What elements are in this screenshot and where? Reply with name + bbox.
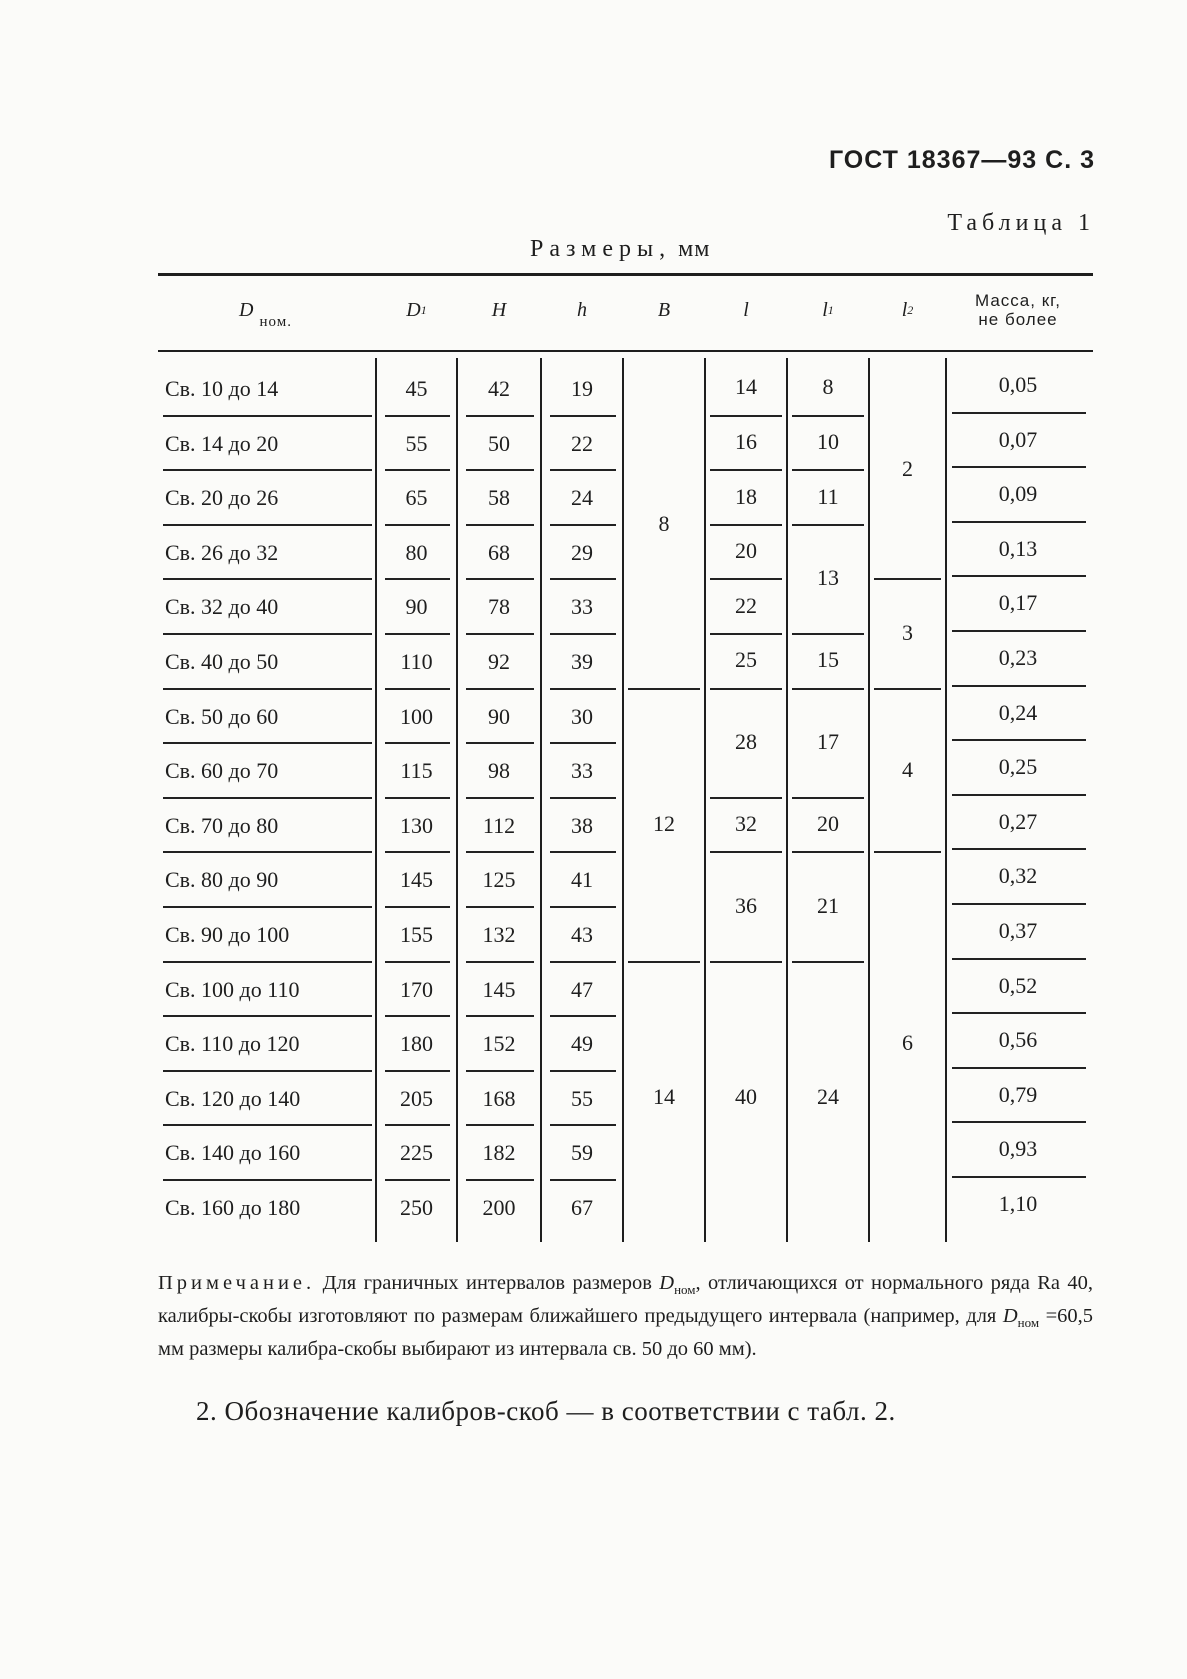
row-underline <box>466 906 534 908</box>
cell-d1: 100 <box>400 703 433 729</box>
row-range: Св. 160 до 180 <box>165 1195 301 1220</box>
row-underline <box>466 1015 534 1017</box>
cell-h: 33 <box>571 594 593 620</box>
row-underline <box>466 742 534 744</box>
row-underline <box>385 742 450 744</box>
cell-h: 145 <box>482 976 516 1002</box>
group-l1-value: 15 <box>817 647 839 673</box>
group-l2-separator <box>874 851 941 853</box>
row-range: Св. 140 до 160 <box>165 1140 301 1166</box>
row-underline <box>550 578 616 580</box>
group-l-separator <box>710 688 782 690</box>
group-l2-separator <box>874 688 941 690</box>
row-underline <box>385 524 450 526</box>
col-header-d: D <box>239 298 254 321</box>
row-underline <box>550 633 616 635</box>
cell-d1: 80 <box>405 539 428 565</box>
cell-h: 39 <box>571 649 593 674</box>
column-separator <box>868 358 870 1242</box>
group-l-separator <box>710 469 782 471</box>
cell-d1: 45 <box>405 376 428 401</box>
row-underline <box>466 578 534 580</box>
cell-mass: 0,23 <box>998 645 1038 670</box>
cell-mass: 0,27 <box>998 808 1038 834</box>
row-range: Св. 110 до 120 <box>165 1031 300 1057</box>
cell-d1: 180 <box>400 1031 433 1057</box>
row-underline <box>952 958 1086 960</box>
group-l-separator <box>710 851 782 853</box>
row-underline <box>385 961 450 963</box>
cell-h: 30 <box>571 703 593 729</box>
cell-h: 90 <box>488 703 510 729</box>
group-l1-separator <box>792 415 864 417</box>
cell-h: 49 <box>571 1031 593 1057</box>
group-l-value: 28 <box>735 729 757 755</box>
row-underline <box>952 630 1086 632</box>
cell-mass: 0,93 <box>998 1136 1038 1162</box>
row-underline <box>466 961 534 963</box>
group-l-separator <box>710 797 782 799</box>
col-header-l: l <box>743 298 749 321</box>
group-l-value: 14 <box>735 374 757 400</box>
table-header-rule <box>158 350 1093 352</box>
row-underline <box>163 797 372 799</box>
row-underline <box>385 1124 450 1126</box>
group-l2-value: 6 <box>902 1029 913 1055</box>
table-note <box>158 1270 1093 1362</box>
note-text-1: Для граничных интервалов размеров <box>322 1272 660 1294</box>
cell-h: 182 <box>482 1140 516 1166</box>
group-l1-separator <box>792 688 864 690</box>
cell-mass: 1,10 <box>998 1191 1038 1216</box>
group-l-value: 32 <box>735 811 757 837</box>
group-l-separator <box>710 961 782 963</box>
group-l1-separator <box>792 524 864 526</box>
row-range: Св. 20 до 26 <box>165 485 279 511</box>
units-caption <box>530 236 710 263</box>
group-b-separator <box>628 961 700 963</box>
row-underline <box>550 524 616 526</box>
row-underline <box>466 688 534 690</box>
group-l-separator <box>710 578 782 580</box>
row-underline <box>385 1179 450 1181</box>
cell-h: 112 <box>482 812 516 838</box>
group-b-value: 12 <box>653 811 675 837</box>
row-underline <box>163 578 372 580</box>
cell-d1: 55 <box>405 430 428 456</box>
row-underline <box>550 851 616 853</box>
cell-h: 43 <box>571 922 593 947</box>
group-l-separator <box>710 524 782 526</box>
cell-mass: 0,13 <box>998 535 1038 561</box>
cell-h: 200 <box>482 1195 516 1220</box>
group-l1-value: 13 <box>817 565 839 591</box>
units-abbr: мм <box>678 236 711 262</box>
cell-h: 59 <box>571 1140 593 1166</box>
row-underline <box>952 685 1086 687</box>
col-header-H: H <box>491 298 507 321</box>
group-l-value: 16 <box>735 428 757 454</box>
row-underline <box>952 1121 1086 1123</box>
group-l1-value: 20 <box>817 811 839 837</box>
row-underline <box>550 1015 616 1017</box>
column-separator <box>945 358 947 1242</box>
col-header-mass-line2: не более <box>978 310 1058 329</box>
row-underline <box>466 524 534 526</box>
group-l-value: 25 <box>735 647 757 673</box>
group-l1-separator <box>792 633 864 635</box>
cell-h: 19 <box>571 376 593 401</box>
row-range: Св. 26 до 32 <box>165 539 279 565</box>
row-underline <box>952 794 1086 796</box>
cell-d1: 225 <box>400 1140 433 1166</box>
row-underline <box>163 1124 372 1126</box>
group-l2-separator <box>874 578 941 580</box>
row-underline <box>952 1012 1086 1014</box>
group-l-value: 36 <box>735 893 757 918</box>
row-underline <box>952 521 1086 523</box>
cell-h: 22 <box>571 430 593 456</box>
group-l2-value: 2 <box>902 456 913 482</box>
row-underline <box>385 851 450 853</box>
row-underline <box>163 688 372 690</box>
group-l-value: 18 <box>735 483 757 509</box>
row-underline <box>385 469 450 471</box>
row-range: Св. 10 до 14 <box>165 376 279 401</box>
row-range: Св. 40 до 50 <box>165 649 279 674</box>
row-underline <box>163 1179 372 1181</box>
row-underline <box>163 415 372 417</box>
row-underline <box>163 1070 372 1072</box>
row-range: Св. 80 до 90 <box>165 867 279 893</box>
group-l1-separator <box>792 469 864 471</box>
group-l-value: 20 <box>735 538 757 564</box>
group-b-separator <box>628 688 700 690</box>
row-underline <box>385 578 450 580</box>
cell-mass: 0,32 <box>998 863 1038 889</box>
row-underline <box>385 415 450 417</box>
cell-d1: 170 <box>400 976 433 1002</box>
cell-d1: 205 <box>400 1085 433 1111</box>
note-symbol-nom: ном <box>674 1282 696 1298</box>
cell-h: 152 <box>482 1031 516 1057</box>
note-title: Примечание. <box>158 1272 316 1294</box>
cell-mass: 0,17 <box>998 590 1038 616</box>
cell-mass: 0,07 <box>998 426 1038 452</box>
cell-d1: 250 <box>400 1195 433 1220</box>
note-text-2: , отличающихся от нормального ряда Ra 40, калибры-скобы изготовляют по размерам ближайшего предыдущего интервала (например, для <box>158 1272 1094 1328</box>
col-header-B: B <box>657 298 671 321</box>
row-underline <box>550 797 616 799</box>
row-range: Св. 100 до 110 <box>165 976 300 1002</box>
cell-h: 42 <box>488 376 510 401</box>
row-underline <box>163 633 372 635</box>
group-l1-separator <box>792 961 864 963</box>
col-header-l2: l 2 <box>901 298 914 321</box>
row-underline <box>385 906 450 908</box>
group-l-value: 40 <box>735 1084 757 1110</box>
cell-mass: 0,37 <box>998 918 1038 943</box>
cell-h: 47 <box>571 976 593 1002</box>
cell-d1: 110 <box>400 649 433 674</box>
cell-h: 58 <box>488 485 510 511</box>
row-underline <box>163 524 372 526</box>
cell-h: 168 <box>482 1085 516 1111</box>
row-underline <box>550 688 616 690</box>
group-l1-separator <box>792 851 864 853</box>
note-symbol-d-2: D <box>1002 1305 1018 1328</box>
row-range: Св. 90 до 100 <box>165 922 290 947</box>
cell-h: 132 <box>482 922 516 947</box>
row-range: Св. 32 до 40 <box>165 594 279 620</box>
group-l-value: 22 <box>735 592 757 618</box>
col-header-mass <box>948 276 1088 344</box>
group-l1-value: 11 <box>817 483 839 509</box>
row-underline <box>952 1176 1086 1178</box>
row-underline <box>163 906 372 908</box>
paragraph-2: 2. Обозначение калибров-скоб — в соответствии с табл. 2. <box>196 1396 896 1426</box>
row-underline <box>952 1067 1086 1069</box>
row-underline <box>385 1070 450 1072</box>
row-underline <box>466 851 534 853</box>
row-underline <box>385 1015 450 1017</box>
cell-h: 55 <box>571 1085 593 1111</box>
row-underline <box>466 1070 534 1072</box>
note-symbol-d: D <box>659 1272 675 1294</box>
row-range: Св. 14 до 20 <box>165 430 279 456</box>
group-l1-value: 10 <box>817 428 839 454</box>
row-underline <box>466 633 534 635</box>
cell-d1: 115 <box>400 758 433 784</box>
row-underline <box>163 851 372 853</box>
cell-h: 24 <box>571 485 593 511</box>
group-l1-value: 8 <box>822 374 834 400</box>
row-underline <box>466 1124 534 1126</box>
col-header-d-nom <box>158 276 373 344</box>
row-underline <box>466 469 534 471</box>
row-range: Св. 60 до 70 <box>165 758 279 784</box>
col-header-mass-line1: Масса, кг, <box>975 291 1061 310</box>
row-underline <box>952 739 1086 741</box>
row-underline <box>952 575 1086 577</box>
cell-mass: 0,09 <box>998 481 1038 507</box>
group-l1-value: 21 <box>817 893 839 918</box>
cell-d1: 65 <box>405 485 428 511</box>
cell-h: 41 <box>571 867 593 893</box>
row-underline <box>385 688 450 690</box>
cell-h: 29 <box>571 539 593 565</box>
note-symbol-nom-2: ном <box>1017 1315 1040 1331</box>
row-underline <box>550 1179 616 1181</box>
row-range: Св. 50 до 60 <box>165 703 279 729</box>
cell-h: 98 <box>488 758 510 784</box>
row-underline <box>952 903 1086 905</box>
cell-d1: 145 <box>400 867 433 893</box>
row-underline <box>163 1015 372 1017</box>
cell-h: 78 <box>488 594 510 620</box>
cell-mass: 0,25 <box>998 754 1038 780</box>
cell-h: 67 <box>571 1195 593 1220</box>
row-underline <box>550 469 616 471</box>
cell-d1: 155 <box>400 922 433 947</box>
document-reference: ГОСТ 18367—93 С. 3 <box>828 146 1095 174</box>
cell-mass: 0,05 <box>998 372 1038 397</box>
row-underline <box>163 742 372 744</box>
cell-h: 68 <box>488 539 510 565</box>
row-underline <box>952 412 1086 414</box>
row-underline <box>466 1179 534 1181</box>
group-l1-value: 17 <box>817 729 839 755</box>
row-range: Св. 120 до 140 <box>165 1085 301 1111</box>
cell-mass: 0,56 <box>998 1027 1038 1053</box>
row-underline <box>163 469 372 471</box>
group-l-separator <box>710 633 782 635</box>
row-underline <box>550 1070 616 1072</box>
row-underline <box>466 797 534 799</box>
group-l-separator <box>710 415 782 417</box>
cell-h: 92 <box>488 649 510 674</box>
group-l1-value: 24 <box>817 1084 839 1110</box>
units-word: Размеры, <box>530 236 672 262</box>
row-underline <box>550 961 616 963</box>
cell-h: 125 <box>482 867 516 893</box>
cell-mass: 0,24 <box>998 699 1038 725</box>
row-underline <box>163 961 372 963</box>
cell-mass: 0,79 <box>998 1081 1038 1107</box>
group-b-value: 14 <box>653 1084 675 1110</box>
row-underline <box>466 415 534 417</box>
col-header-l1: l 1 <box>822 298 834 321</box>
group-l1-separator <box>792 797 864 799</box>
row-underline <box>952 848 1086 850</box>
group-l2-value: 4 <box>902 756 913 782</box>
cell-h: 33 <box>571 758 593 784</box>
row-underline <box>550 906 616 908</box>
note-text-3: =60,5 мм размеры калибра-скобы выбирают из интервала св. 50 до 60 мм). <box>158 1305 1094 1361</box>
cell-h: 38 <box>571 812 593 838</box>
cell-d1: 90 <box>405 594 428 620</box>
group-b-value: 8 <box>658 510 670 536</box>
cell-h: 50 <box>488 430 510 456</box>
table-label: Таблица 1 <box>947 210 1095 236</box>
col-header-nom: ном. <box>259 313 292 330</box>
col-header-h: h <box>577 298 587 321</box>
group-l2-value: 3 <box>902 620 913 645</box>
row-range: Св. 70 до 80 <box>165 812 279 838</box>
row-underline <box>550 742 616 744</box>
row-underline <box>550 1124 616 1126</box>
row-underline <box>385 633 450 635</box>
row-underline <box>385 797 450 799</box>
row-underline <box>952 466 1086 468</box>
cell-mass: 0,52 <box>998 972 1038 998</box>
row-underline <box>550 415 616 417</box>
col-header-d1: D 1 <box>406 298 427 321</box>
cell-d1: 130 <box>400 812 433 838</box>
